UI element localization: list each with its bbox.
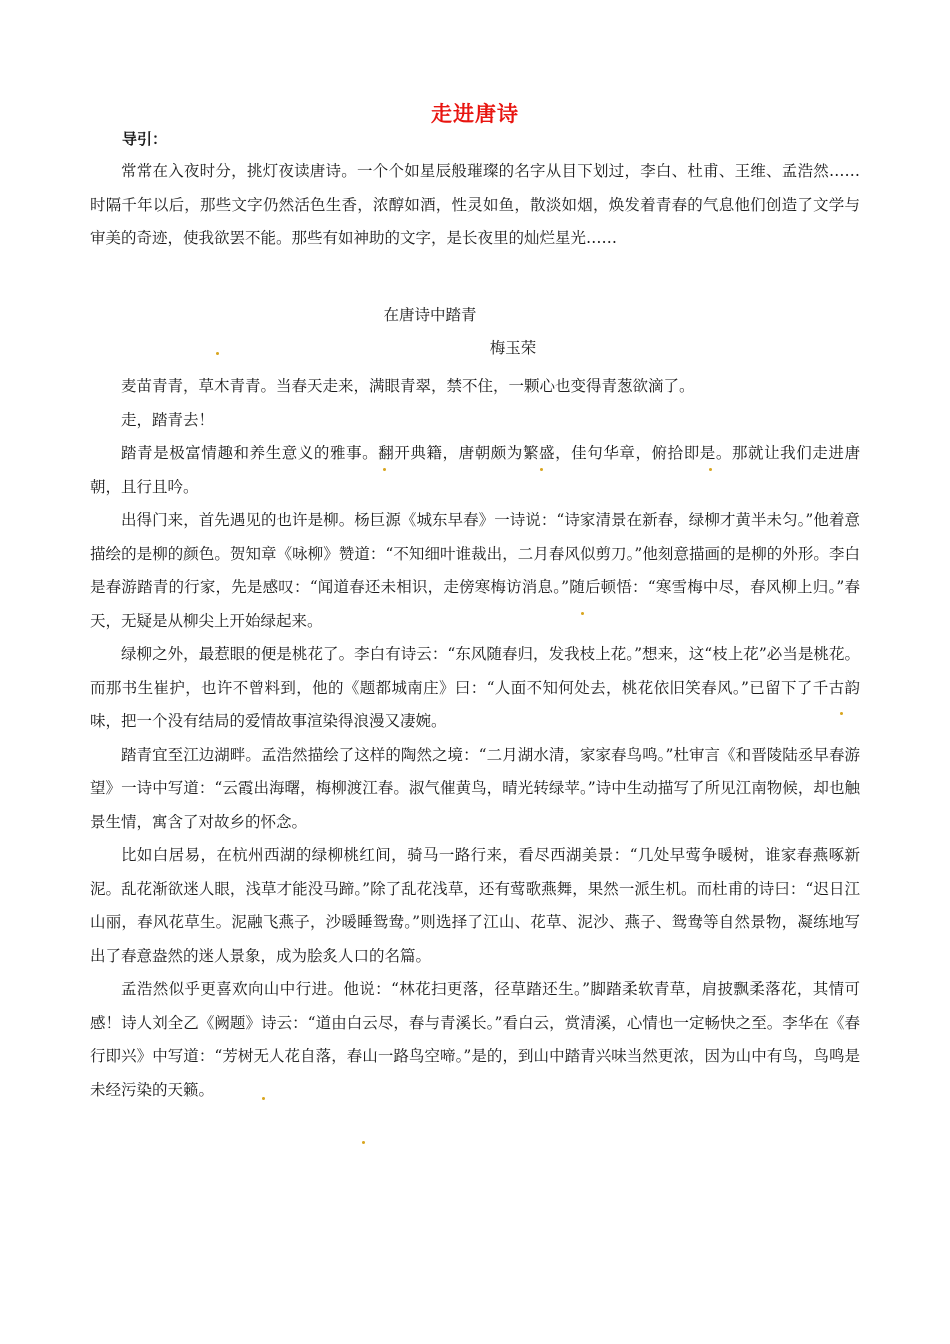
stray-mark: [840, 712, 843, 715]
stray-mark: [383, 468, 386, 471]
stray-mark: [709, 468, 712, 471]
intro-paragraph: 常常在入夜时分，挑灯夜读唐诗。一个个如星辰般璀璨的名字从目下划过，李白、杜甫、王维、孟浩然……时隔千年以后，那些文字仍然活色生香，浓醇如酒，性灵如鱼，散淡如烟，焕发着青春的气息他们创造了文学与审美的奇迹，使我欲罢不能。那些有如神助的文字，是长夜里的灿烂星光……: [90, 162, 860, 247]
essay-paragraph: 出得门来，首先遇见的也许是柳。杨巨源《城东早春》一诗说：“诗家清景在新春，绿柳才黄半未匀。”他着意描绘的是柳的颜色。贺知章《咏柳》赞道：“不知细叶谁裁出，二月春风似剪刀。”他刻意描画的是柳的外形。李白是春游踏青的行家，先是感叹：“闻道春还未相识，走傍寒梅访消息。”随后顿悟：“寒雪梅中尽，春风柳上归。”春天，无疑是从柳尖上开始绿起来。: [90, 511, 860, 630]
essay-paragraph: 麦苗青青，草木青青。当春天走来，满眼青翠，禁不住，一颗心也变得青葱欲滴了。: [121, 377, 695, 395]
essay-paragraph: 比如白居易，在杭州西湖的绿柳桃红间，骑马一路行来，看尽西湖美景：“几处早莺争暖树，谁家春燕啄新泥。乱花渐欲迷人眼，浅草才能没马蹄。”除了乱花浅草，还有莺歌燕舞，果然一派生机。而杜甫的诗曰：“迟日江山丽，春风花草生。泥融飞燕子，沙暖睡鸳鸯。”则选择了江山、花草、泥沙、燕子、鸳鸯等自然景物，凝练地写出了春意盎然的迷人景象，成为脍炙人口的名篇。: [90, 846, 860, 965]
essay-paragraph: 踏青是极富情趣和养生意义的雅事。翻开典籍，唐朝颇为繁盛，佳句华章，俯拾即是。那就让我们走进唐朝，且行且吟。: [90, 444, 860, 496]
intro-section: [90, 155, 860, 256]
stray-mark: [581, 612, 584, 615]
stray-mark: [362, 1141, 365, 1144]
author-name: 梅玉荣: [489, 339, 537, 357]
essay-paragraph: 走，踏青去！: [121, 410, 215, 429]
stray-mark: [540, 468, 543, 471]
essay-body: [90, 370, 860, 1107]
essay-paragraph: 绿柳之外，最惹眼的便是桃花了。李白有诗云：“东风随春归，发我枝上花。”想来，这“枝上花”必当是桃花。而那书生崔护，也许不曾料到，他的《题都城南庄》曰：“人面不知何处去，桃花依旧笑春风。”已留下了千古韵味，把一个没有结局的爱情故事渲染得浪漫又凄婉。: [90, 645, 860, 730]
document-title: 走进唐诗: [431, 102, 519, 126]
stray-mark: [216, 352, 219, 355]
essay-paragraph: 踏青宜至江边湖畔。孟浩然描绘了这样的陶然之境：“二月湖水清，家家春鸟鸣。”杜审言《和晋陵陆丞早春游望》一诗中写道：“云霞出海曙，梅柳渡江春。淑气催黄鸟，晴光转绿苹。”诗中生动描写了所见江南物候，却也触景生情，寓含了对故乡的怀念。: [90, 745, 860, 831]
essay-title: 在唐诗中踏青: [383, 306, 477, 324]
intro-heading: 导引：: [122, 130, 168, 148]
stray-mark: [262, 1097, 265, 1100]
essay-paragraph: 孟浩然似乎更喜欢向山中行进。他说：“林花扫更落，径草踏还生。”脚踏柔软青草，肩披飘柔落花，其情可感！诗人刘全乙《阙题》诗云：“道由白云尽，春与青溪长。”看白云，赏清溪，心情也一定畅快之至。李华在《春行即兴》中写道：“芳树无人花自落，春山一路鸟空啼。”是的，到山中踏青兴味当然更浓，因为山中有鸟，鸟鸣是未经污染的天籁。: [90, 980, 860, 1099]
